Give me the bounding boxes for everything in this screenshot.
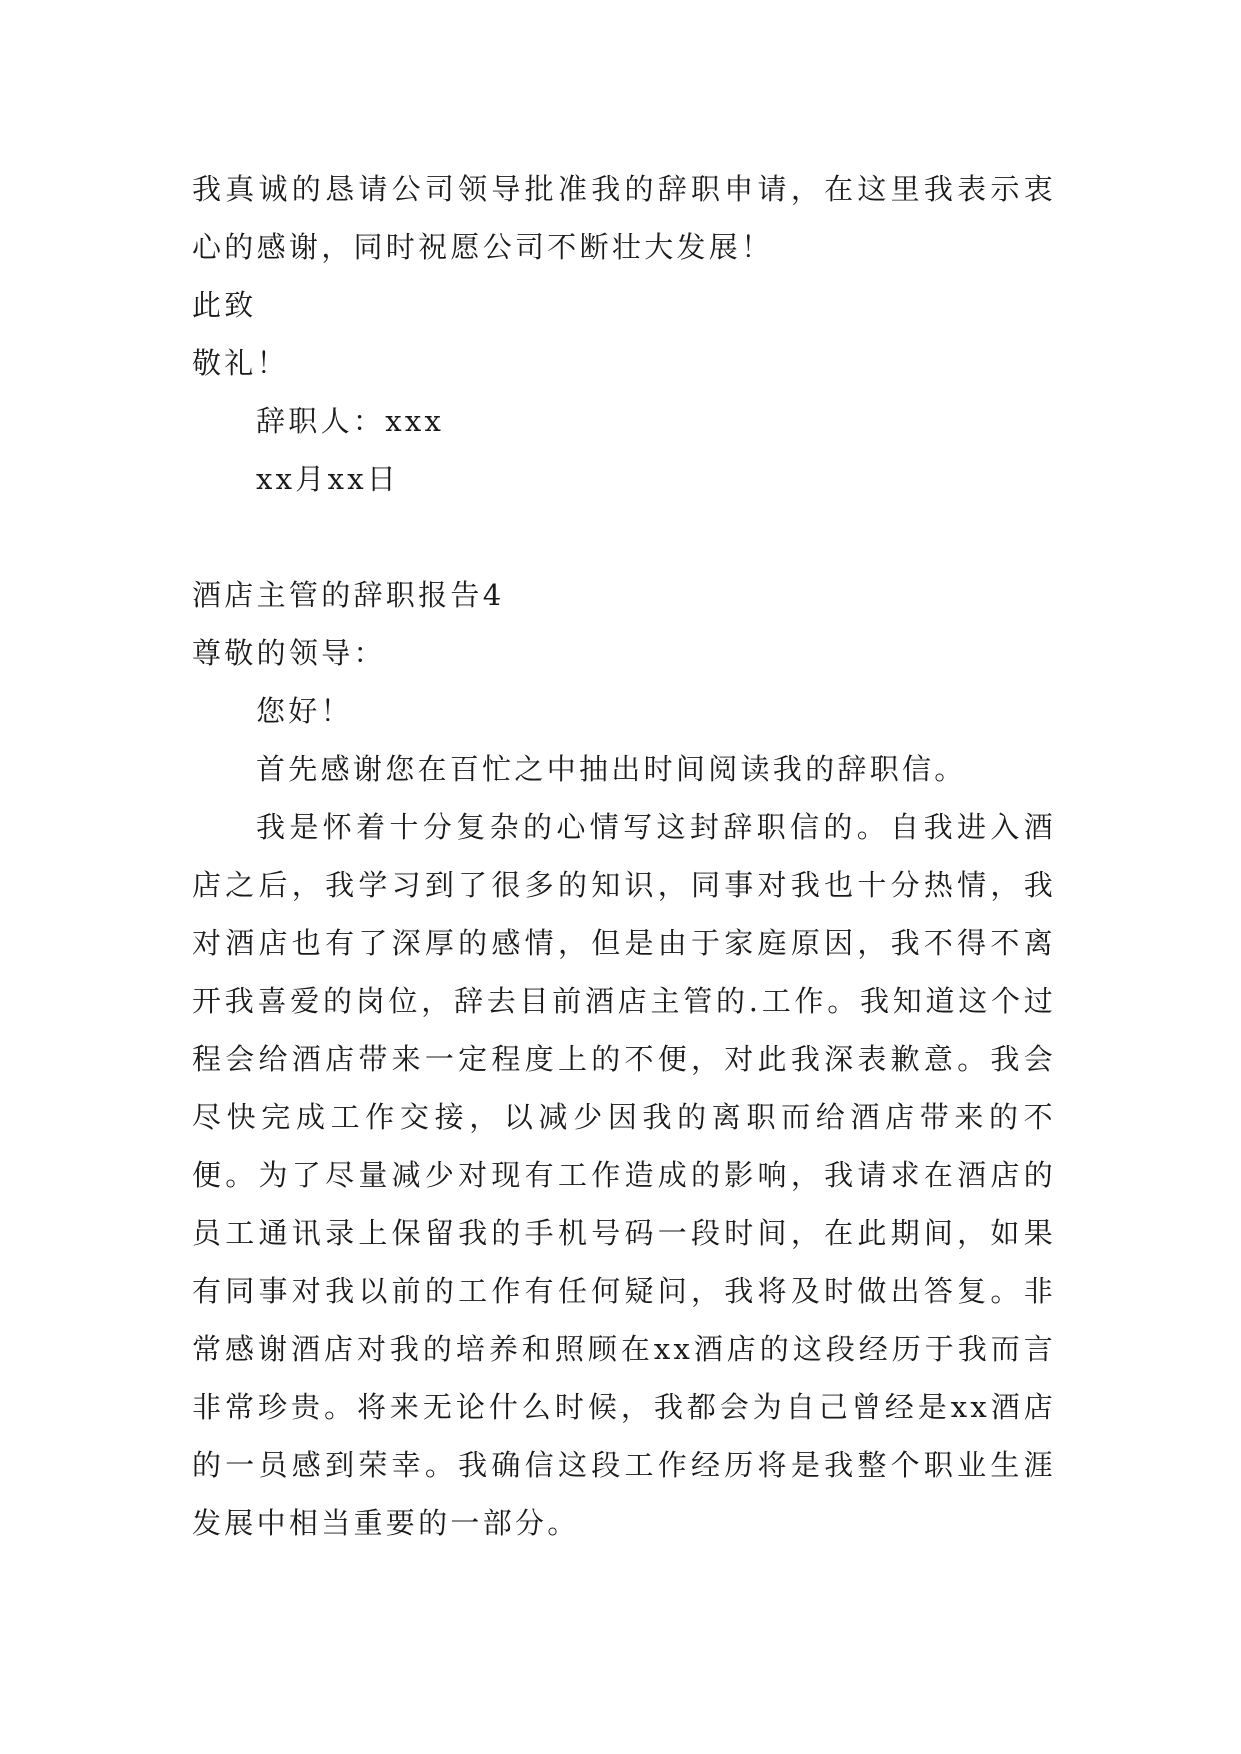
body-paragraph: 我是怀着十分复杂的心情写这封辞职信的。自我进入酒店之后，我学习到了很多的知识，同事对我也十分热情，我对酒店也有了深厚的感情，但是由于家庭原因，我不得不离开我喜爱的岗位，辞去目前酒店主管的.工作。我知道这个过程会给酒店带来一定程度上的不便，对此我深表歉意。我会尽快完成工作交接，以减少因我的离职而给酒店带来的不便。为了尽量减少对现有工作造成的影响，我请求在酒店的员工通讯录上保留我的手机号码一段时间，在此期间，如果有同事对我以前的工作有任何疑问，我将及时做出答复。非常感谢酒店对我的培养和照顾在xx酒店的这段经历于我而言非常珍贵。将来无论什么时候，我都会为自己曾经是xx酒店的一员感到荣幸。我确信这段工作经历将是我整个职业生涯发展中相当重要的一部分。 — [192, 810, 1056, 1540]
section-title: 酒店主管的辞职报告4 — [192, 578, 505, 612]
opening-paragraph: 首先感谢您在百忙之中抽出时间阅读我的辞职信。 — [256, 752, 967, 786]
section-spacer — [192, 508, 1056, 566]
salutation-line-2: 敬礼！ — [192, 346, 289, 380]
addressee-line: 尊敬的领导： — [192, 636, 386, 670]
document-content — [192, 160, 1056, 1552]
salutation-line-1: 此致 — [192, 288, 257, 322]
signature-line: 辞职人：xxx — [256, 404, 445, 438]
greeting-line: 您好！ — [256, 694, 353, 728]
date-line: xx月xx日 — [256, 462, 400, 496]
closing-paragraph: 我真诚的恳请公司领导批准我的辞职申请，在这里我表示衷心的感谢，同时祝愿公司不断壮大发展！ — [192, 172, 1056, 264]
